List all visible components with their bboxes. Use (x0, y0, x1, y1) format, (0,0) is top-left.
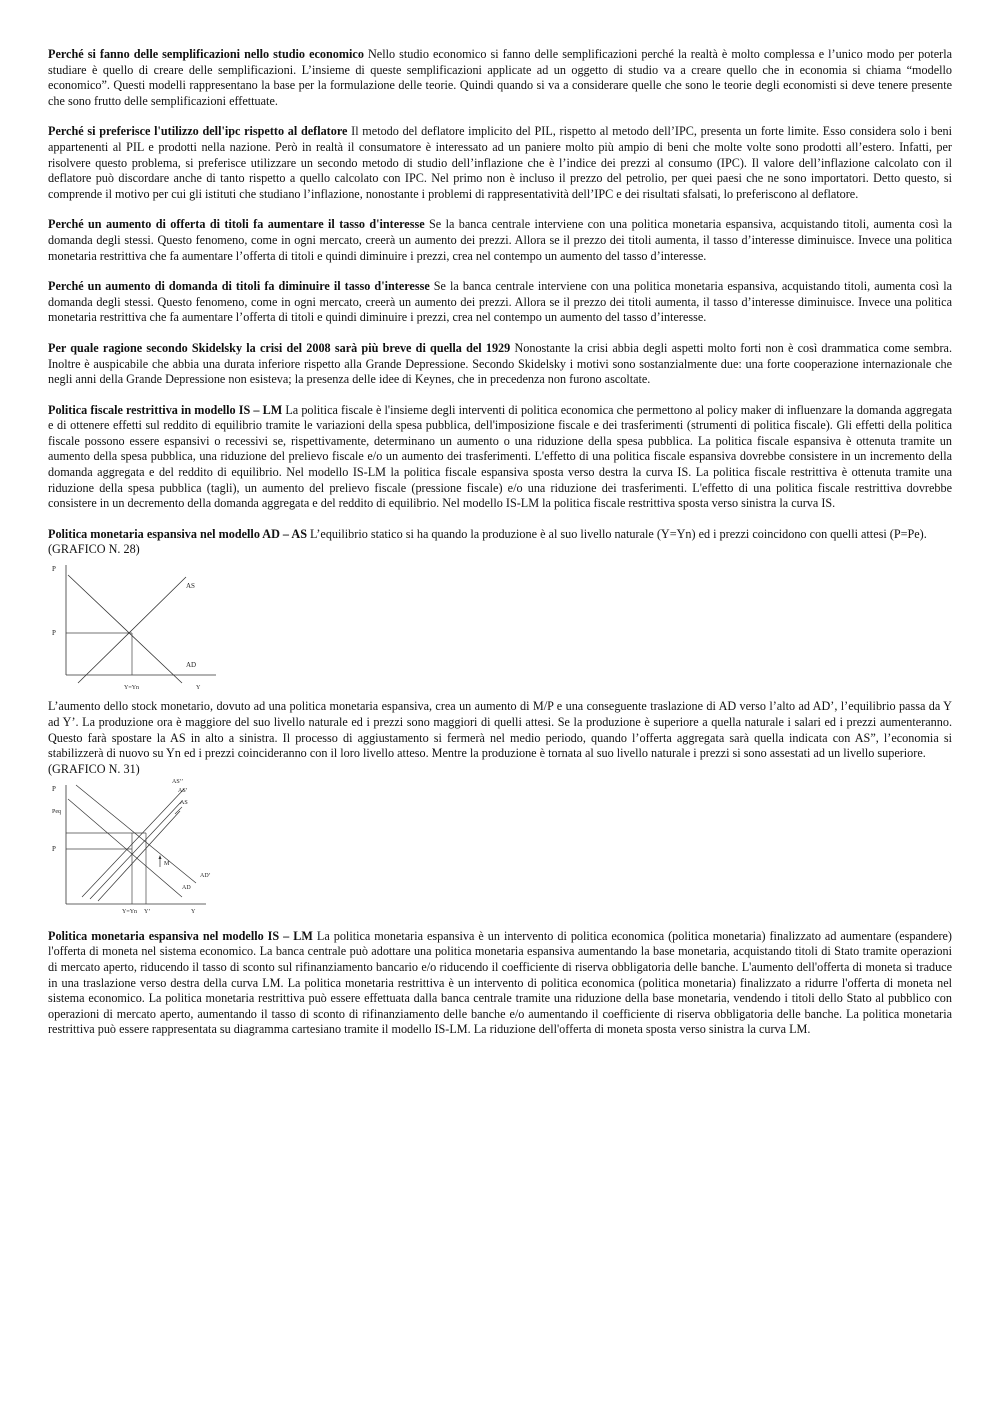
graph-ad-as-28 (48, 561, 218, 693)
paragraph-monetaria-adas (48, 527, 952, 543)
paragraph-body: Nonostante la crisi abbia degli aspetti molto forti non è così drammatica come sembra. Inoltre è auspicabile che abbia una durata inferiore rispetto alla Grande Depressione. Secondo Skidelsky i motivi sono sostanzialmente due: una forte cooperazione internazionale che negli anni della Grande Depressione non esisteva; la presenza delle idee di Keynes, che in precedenza non furono ascoltate. (48, 340, 952, 387)
paragraph-ipc-deflatore (48, 124, 952, 202)
figure-caption-31: (GRAFICO N. 31) (48, 761, 140, 776)
y-axis-label: Y (191, 908, 196, 915)
as2-label: AS’’ (172, 778, 184, 785)
as1-curve (90, 801, 182, 899)
m-label: M (164, 860, 170, 867)
y-axis-label: Y (196, 685, 201, 692)
p-level-label: P (52, 844, 56, 853)
ad1-curve (76, 785, 196, 883)
figure-caption-28: (GRAFICO N. 28) (48, 542, 140, 557)
paragraph-heading: Perché un aumento di offerta di titoli fa aumentare il tasso d'interesse (48, 217, 425, 232)
graph-ad-as-31 (48, 779, 218, 919)
paragraph-body: L’equilibrio statico si ha quando la produzione è al suo livello naturale (Y=Yn) ed i prezzi coincidono con quelli attesi (P=Pe). (306, 526, 927, 541)
paragraph-domanda-titoli (48, 279, 952, 326)
paragraph-body: Il metodo del deflatore implicito del PIL, rispetto al metodo dell’IPC, presenta un forte limite. Esso considera solo i beni appartenenti al PIL e prodotti nella nazione. Però in realtà il consumatore è interessato ad un paniere molto più ampio di beni che molte volte sono prodotti all’estero. Infatti, per risolvere questo problema, si preferisce utilizzare un secondo metodo di studio dell’inflazione che è l’indice dei prezzi al consumo (IPC). Il valore dell’inflazione calcolato con il deflatore può discordare anche di tanto rispetto a quello calcolato con IPC. Nel primo non è incluso il prezzo del petrolio, per quei paesi che ne sono importatori. Detto questo, si comprende il motivo per cui gli istituti che studiano l’inflazione, nonostante i problemi di rappresentatività dell’IPC e dei risultati sfalsati, lo preferiscono al deflatore. (48, 124, 952, 201)
paragraph-heading: Perché un aumento di domanda di titoli fa diminuire il tasso d'interesse (48, 279, 430, 294)
p-eq-label: Peq (52, 808, 61, 815)
p-level-label: P (52, 629, 56, 638)
ad-curve (68, 575, 182, 683)
paragraph-skidelsky (48, 341, 952, 388)
as-label: AS (186, 582, 195, 591)
y1-label: Y’ (144, 908, 151, 915)
paragraph-body: La politica fiscale è l'insieme degli interventi di politica economica che permettono al policy maker di influenzare la domanda aggregata e di ottenere effetti sul reddito di equilibrio tramite le variazioni della spesa pubblica, dell'imposizione fiscale e dei trasferimenti (strumenti di politica fiscale). Gli effetti della politica fiscale possono essere espansivi o recessivi se, rispettivamente, determinano un aumento o una riduzione della spesa pubblica. La politica fiscale espansiva è ottenuta tramite un aumento della spesa pubblica, una riduzione del prelievo fiscale e/o un aumento dei trasferimenti. L'effetto di una politica fiscale espansiva dovrebbe consistere in un incremento della domanda aggregata e del reddito di equilibrio. Nel modello IS-LM la politica fiscale espansiva sposta verso destra la curva IS. La politica fiscale restrittiva è ottenuta tramite una riduzione della spesa pubblica (tagli), un aumento del prelievo fiscale (pressione fiscale) e/o una riduzione dei trasferimenti. L'effetto di una politica fiscale restrittiva dovrebbe consistere in un decremento della domanda aggregata e del reddito di equilibrio. Nel modello IS-LM la politica fiscale restrittiva sposta verso sinistra la curva IS. (48, 402, 952, 511)
paragraph-fiscale-islm (48, 403, 952, 512)
paragraph-heading: Politica fiscale restrittiva in modello IS – LM (48, 402, 283, 417)
paragraph-offerta-titoli (48, 217, 952, 264)
ad0-curve (68, 799, 182, 897)
paragraph-stock-monetario: L’aumento dello stock monetario, dovuto ad una politica monetaria espansiva, crea un aumento di M/P e una conseguente traslazione di AD verso l’alto ad AD’, l’equilibrio passa da Y ad Y’. La produzione ora è maggiore del suo livello naturale ed i prezzi sono maggiori di quelli attesi. Se la produzione è superiore a quella naturale i salari ed i prezzi aumenteranno. Questo farà spostare la AS in alto a sinistra. Il processo di aggiustamento si fermerà nel medio periodo, quando l’offerta aggregata sarà quella indicata con AS”, l’economia si stabilizzerà di nuovo su Yn ed i prezzi coincideranno con il loro livello atteso. Mentre la produzione è tornata al suo livello naturale i prezzi si sono assestati ad un livello superiore. (48, 699, 952, 761)
p-axis-label: P (52, 565, 56, 574)
paragraph-heading: Perché si preferisce l'utilizzo dell'ipc rispetto al deflatore (48, 124, 348, 139)
document-page (48, 47, 952, 1053)
ad-label: AD (186, 661, 197, 670)
paragraph-body: La politica monetaria espansiva è un intervento di politica economica (politica monetaria) finalizzato ad aumentare (espandere) l'offerta di moneta nel sistema economico. La banca centrale può adottare una politica monetaria espansiva aumentando la base monetaria, acquistando titoli di Stato tramite operazioni di mercato aperto, riducendo il tasso di sconto sul rifinanziamento bancario e/o riducendo il coefficiente di riserva obbligatoria delle banche. L'aumento dell'offerta di moneta si traduce in una traslazione verso destra della curva LM. La politica monetaria restrittiva è un intervento di politica economica (politica monetaria) finalizzato a ridurre l'offerta di moneta nel sistema economico. La politica monetaria restrittiva può essere effettuata dalla banca centrale tramite una riduzione della base monetaria, vendendo i titoli dello Stato al pubblico con operazioni di mercato aperto, aumentando il tasso di sconto di rifinanziamento delle banche e/o aumentando il coefficiente di riserva obbligatoria delle banche. La politica monetaria restrittiva può essere rappresentata su diagramma cartesiano tramite il modello IS-LM. La riduzione dell'offerta di moneta sposta verso sinistra la curva LM. (48, 928, 952, 1037)
as0-label: AS (180, 799, 188, 806)
as2-curve (82, 789, 184, 897)
ad0-label: AD (182, 884, 191, 891)
paragraph-monetaria-islm (48, 929, 952, 1038)
shift-arrow-m-head (159, 855, 162, 859)
paragraph-heading: Politica monetaria espansiva nel modello IS – LM (48, 928, 313, 943)
paragraph-semplificazioni (48, 47, 952, 109)
paragraph-heading: Politica monetaria espansiva nel modello AD – AS (48, 526, 307, 541)
yn-label: Y=Yn (124, 685, 140, 692)
as1-label: AS’ (178, 787, 188, 794)
ad1-label: AD’ (200, 872, 211, 879)
paragraph-heading: Per quale ragione secondo Skidelsky la crisi del 2008 sarà più breve di quella del 1929 (48, 340, 511, 355)
paragraph-body: Se la banca centrale interviene con una politica monetaria espansiva, acquistando titoli, aumenta così la domanda degli stessi. Questo fenomeno, come in ogni mercato, creerà un aumento dei prezzi. Allora se il prezzo dei titoli aumenta, il tasso d’interesse diminuisce. Invece una politica monetaria restrittiva che fa aumentare l’offerta di titoli e quindi diminuire i prezzi, crea nel contempo un aumento del tasso d’interesse. (48, 217, 952, 263)
as0-curve (98, 811, 180, 901)
yn-label: Y=Yn (122, 908, 138, 915)
paragraph-heading: Perché si fanno delle semplificazioni nello studio economico (48, 47, 364, 61)
paragraph-body: Se la banca centrale interviene con una politica monetaria espansiva, acquistando titoli, aumenta così la domanda degli stessi. Questo fenomeno, come in ogni mercato, creerà un aumento dei prezzi. Allora se il prezzo dei titoli aumenta, il tasso d’interesse diminuisce. Invece una politica monetaria restrittiva che fa aumentare l’offerta di titoli e quindi diminuire i prezzi, crea nel contempo un aumento del tasso d’interesse. (48, 279, 953, 325)
p-axis-label: P (52, 784, 56, 793)
paragraph-body: Nello studio economico si fanno delle semplificazioni perché la realtà è molto complessa e l’unico modo per poterla studiare è quello di creare delle semplificazioni. L’insieme di queste semplificazioni applicate ad un oggetto di studio va a creare quello che in economia si chiama “modello economico”. Questi modelli rappresentano la base per la formulazione delle teorie. Quindi quando si va a considerare quelle che sono le teorie degli economisti si deve tenere presente che sono frutto delle semplificazioni effettuate. (48, 47, 953, 108)
